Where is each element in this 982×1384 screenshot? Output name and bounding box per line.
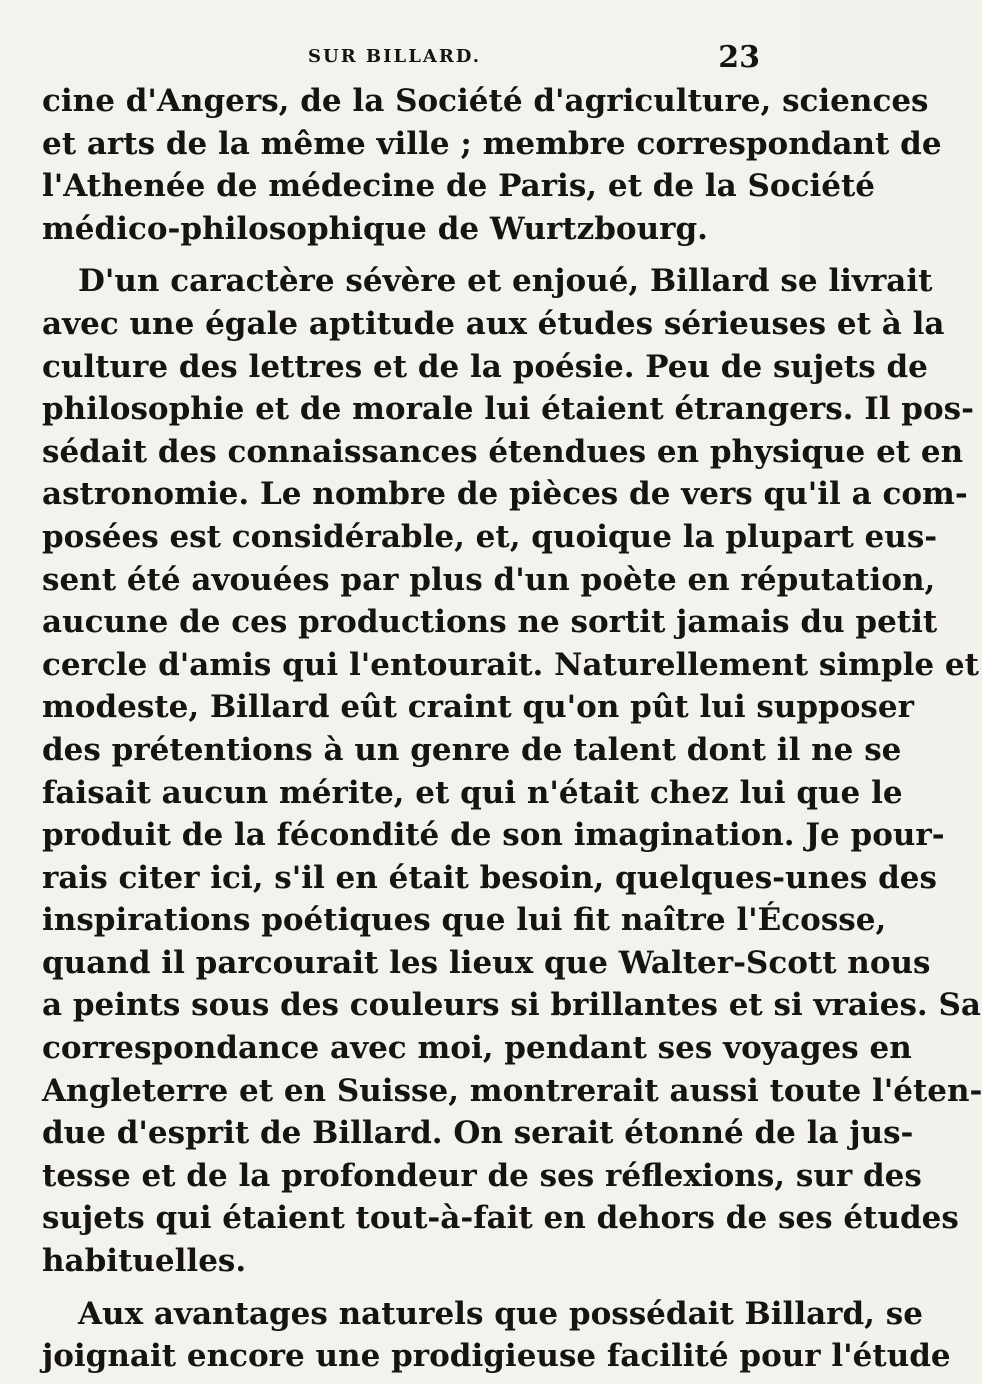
- text-line: modeste, Billard eût craint qu'on pût lui supposer: [42, 689, 914, 726]
- text-line: Aux avantages naturels que possédait Billard, se: [78, 1295, 923, 1332]
- paragraph: [42, 1293, 951, 1378]
- text-line: rais citer ici, s'il en était besoin, quelques-unes des: [42, 859, 937, 896]
- paragraph-gap: [42, 1283, 762, 1293]
- body-text: [42, 80, 982, 1378]
- text-line: aucune de ces productions ne sortit jamais du petit: [42, 604, 938, 641]
- page-header: [0, 40, 800, 80]
- text-line: quand il parcourait les lieux que Walter-Scott nous: [42, 944, 931, 981]
- text-line: inspirations poétiques que lui fit naître l'Écosse,: [42, 902, 887, 939]
- paragraph: [42, 260, 982, 1282]
- text-line: correspondance avec moi, pendant ses voyages en: [42, 1030, 912, 1067]
- paragraph: [42, 80, 942, 250]
- text-line: culture des lettres et de la poésie. Peu de sujets de: [42, 348, 928, 385]
- text-line: sent été avouées par plus d'un poète en réputation,: [42, 561, 936, 598]
- text-line: joignait encore une prodigieuse facilité pour l'étude: [42, 1338, 951, 1375]
- paragraph-gap: [42, 250, 762, 260]
- text-line: produit de la fécondité de son imagination. Je pour-: [42, 817, 945, 854]
- text-line: a peints sous des couleurs si brillantes et si vraies. Sa: [42, 987, 981, 1024]
- text-line: astronomie. Le nombre de pièces de vers qu'il a com-: [42, 476, 968, 513]
- text-line: tesse et de la profondeur de ses réflexions, sur des: [42, 1157, 922, 1194]
- text-line: sujets qui étaient tout-à-fait en dehors de ses études: [42, 1200, 959, 1237]
- text-line: habituelles.: [42, 1243, 247, 1280]
- text-line: avec une égale aptitude aux études sérieuses et à la: [42, 305, 945, 342]
- running-head: SUR BILLARD.: [308, 46, 482, 67]
- text-line: philosophie et de morale lui étaient étrangers. Il pos-: [42, 391, 974, 428]
- text-line: due d'esprit de Billard. On serait étonné de la jus-: [42, 1115, 914, 1152]
- text-line: faisait aucun mérite, et qui n'était chez lui que le: [42, 774, 903, 811]
- text-line: cercle d'amis qui l'entourait. Naturellement simple et: [42, 646, 979, 683]
- text-line: D'un caractère sévère et enjoué, Billard se livrait: [78, 263, 933, 300]
- page-number: 23: [718, 40, 760, 75]
- text-line: et arts de la même ville ; membre correspondant de: [42, 125, 942, 162]
- text-line: l'Athenée de médecine de Paris, et de la Société: [42, 168, 876, 205]
- text-line: des prétentions à un genre de talent dont il ne se: [42, 731, 902, 768]
- text-line: médico-philosophique de Wurtzbourg.: [42, 210, 708, 247]
- text-line: Angleterre et en Suisse, montrerait aussi toute l'éten-: [42, 1072, 982, 1109]
- text-line: posées est considérable, et, quoique la plupart eus-: [42, 518, 938, 555]
- text-line: sédait des connaissances étendues en physique et en: [42, 433, 964, 470]
- text-line: cine d'Angers, de la Société d'agriculture, sciences: [42, 83, 929, 119]
